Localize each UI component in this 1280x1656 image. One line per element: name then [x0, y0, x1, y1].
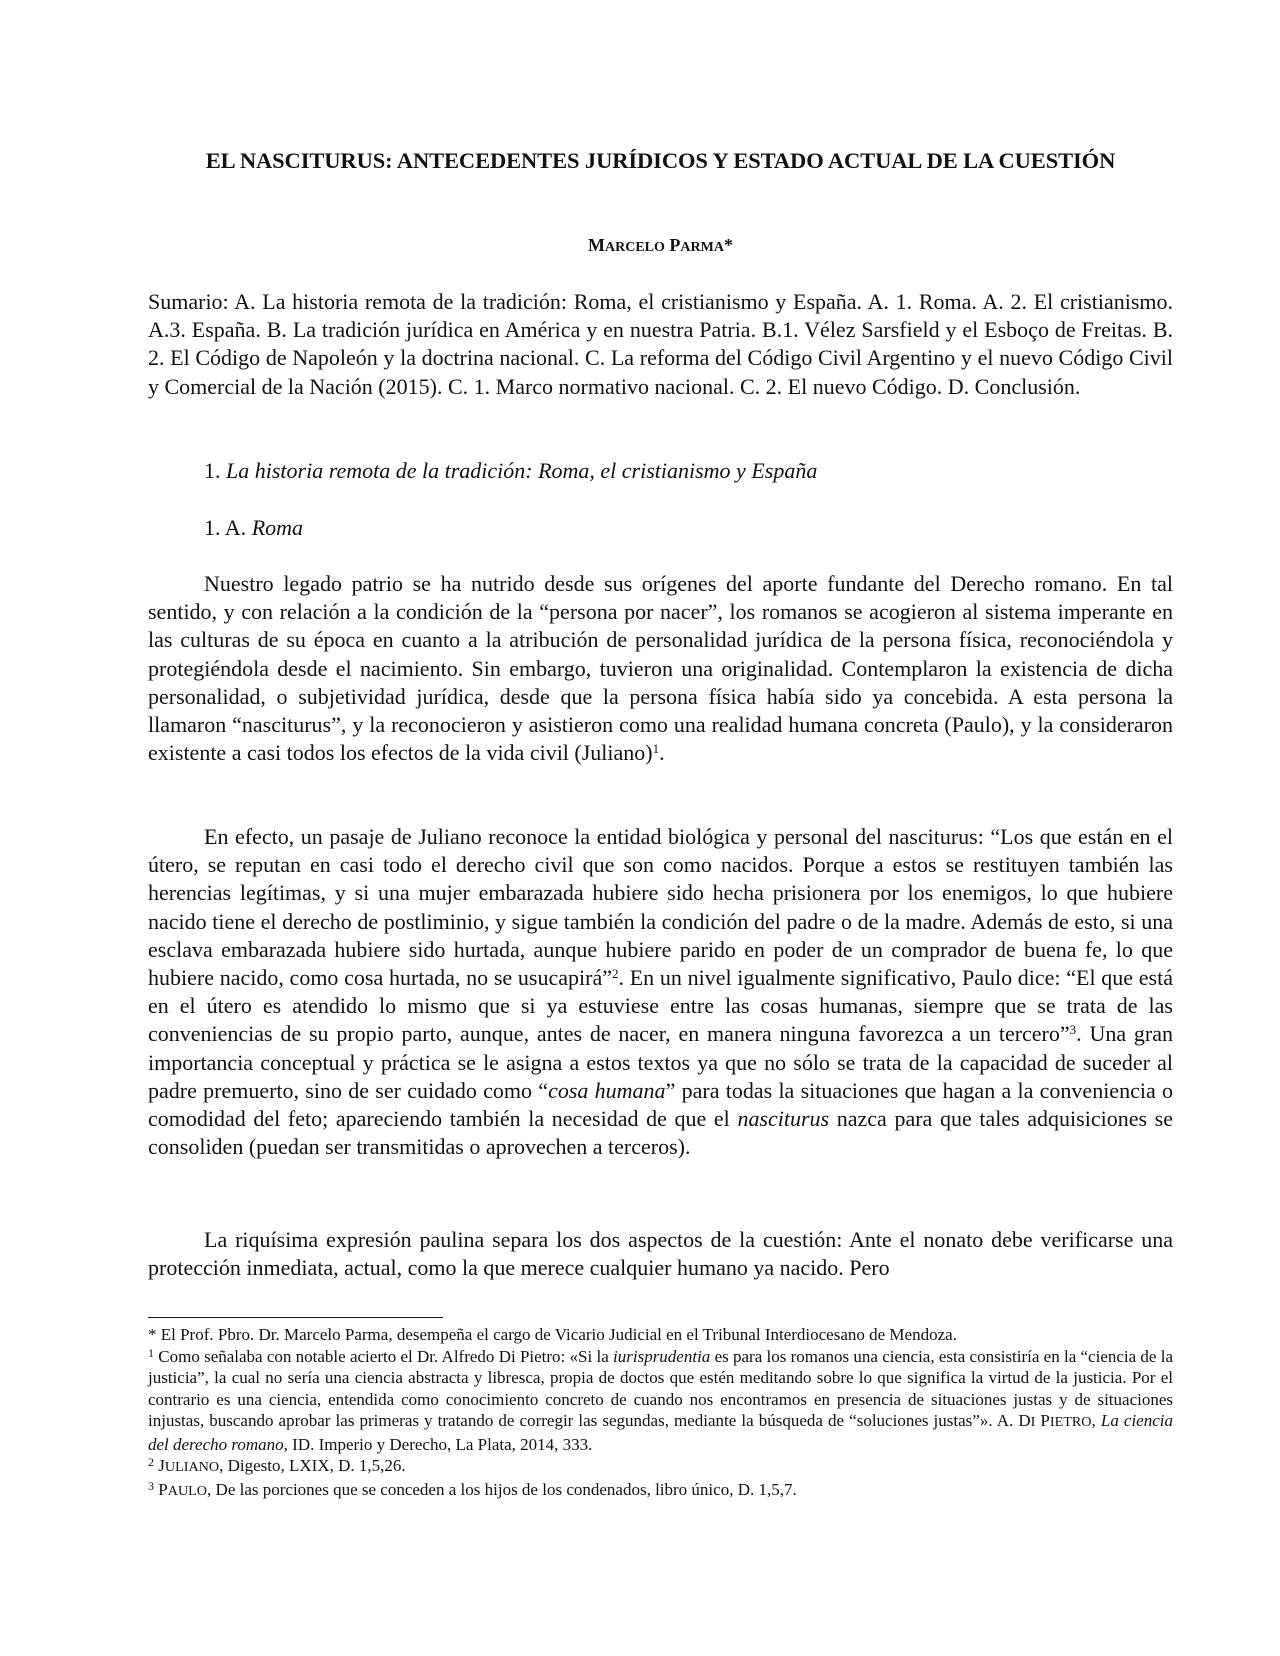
footnote-separator	[148, 1317, 443, 1318]
footnotes	[148, 1324, 1173, 1502]
paragraph-text: En efecto, un pasaje de Juliano reconoce la entidad biológica y personal del nasciturus: “Los que están en el útero, se reputan en casi todo el derecho civil que son como nacidos. Porque a estos se restituyen también las herencias legítimas, y si una mujer embarazada hubiere sido hecha prisionera por los enemigos, lo que hubiere nacido tiene el derecho de postliminio, y sigue también la condición del padre o de la madre. Además de esto, si una esclava embarazada hubiere sido hurtada, aunque hubiere parido en poder de un comprador de buena fe, lo que hubiere nacido, como cosa hurtada, no se usucapirá”	[148, 824, 1173, 991]
italic-term: nasciturus	[737, 1106, 830, 1132]
italic-term: iurisprudentia	[613, 1346, 711, 1366]
author-footnote-marker: *	[723, 235, 733, 255]
body-paragraph-1	[148, 570, 1173, 767]
paragraph-text: . En un nivel igualmente significativo, Paulo dice: “El que está en el útero es atendido lo mismo que si ya estuviese entre las cosas humanas, siempre que se trata de las conveniencias de su propio parto, aunque, antes de nacer, en manera ninguna favorezca a un tercero”	[148, 965, 1173, 1047]
small-caps: I	[1030, 1414, 1036, 1430]
footnote-star: * El Prof. Pbro. Dr. Marcelo Parma, desempeña el cargo de Vicario Judicial en el Tribunal Interdiocesano de Mendoza.	[148, 1325, 957, 1344]
footnote-1	[148, 1346, 1173, 1456]
section-title: La historia remota de la tradición: Roma, el cristianismo y España	[226, 458, 818, 483]
footnote-text: , Digesto, LXIX, D. 1,5,26.	[219, 1456, 406, 1475]
section-heading	[204, 458, 817, 484]
author-last-initial: P	[669, 235, 681, 255]
footnote-text: Como señalaba con notable acierto el Dr. Alfredo Di Pietro: «Si la	[154, 1346, 614, 1366]
author-first-rest: ARCELO	[605, 240, 665, 255]
author-name	[148, 235, 1173, 256]
author-last-rest: ARMA	[680, 240, 724, 255]
body-paragraph-3: La riquísima expresión paulina separa los dos aspectos de la cuestión: Ante el nonato debe verificarse una protección inmediata, actual, como la que merece cualquier humano ya nacido. Pero	[148, 1227, 1173, 1281]
footnote-2	[148, 1455, 1173, 1479]
paragraph-text: . Una gran importancia conceptual y práctica se le asigna a estos textos ya que no sólo se trata de la capacidad de suceder al padre premuerto, sino de ser cuidado como “	[148, 1021, 1173, 1103]
footnote-text: es para los romanos una ciencia, esta consistiría en la “ciencia de la justicia”, la cual no sería una ciencia abstracta y libresca, propia de doctos que estén meditando sobre lo que significa la virtud de la justicia. Por el contrario es una ciencia, entendida como conocimiento concreto de cuando nos encontramos en presencia de situaciones justas y de situaciones injustas, buscando aprobar las primeras y tratando de corregir las segundas, mediante la búsqueda de “soluciones justas”». A. D	[148, 1346, 1174, 1430]
summary-paragraph: Sumario: A. La historia remota de la tradición: Roma, el cristianismo y España. A. 1. Roma. A. 2. El cristianismo. A.3. España. B. La tradición jurídica en América y en nuestra Patria. B.1. Vélez Sarsfield y el Esboço de Freitas. B. 2. El Código de Napoleón y la doctrina nacional. C. La reforma del Código Civil Argentino y el nuevo Código Civil y Comercial de la Nación (2015). C. 1. Marco normativo nacional. C. 2. El nuevo Código. D. Conclusión.	[148, 289, 1173, 399]
small-caps: IETRO	[1049, 1414, 1092, 1430]
footnote-number: 1	[148, 1345, 154, 1360]
footnote-ref-3[interactable]: 3	[1069, 1022, 1077, 1038]
subsection-heading	[204, 515, 303, 541]
footnote-text: , De las porciones que se conceden a los hijos de los condenados, libro único, D. 1,5,7.	[207, 1479, 797, 1499]
author-first-initial: M	[588, 235, 606, 255]
footnote-ref-2[interactable]: 2	[611, 966, 619, 982]
small-caps: ULIANO	[164, 1459, 220, 1475]
paragraph-text: Nuestro legado patrio se ha nutrido desde sus orígenes del aporte fundante del Derecho romano. En tal sentido, y con relación a la condición de la “persona por nacer”, los romanos se acogieron al sistema imperante en las culturas de su época en cuanto a la atribución de personalidad jurídica de la persona física, reconociéndola y protegiéndola desde el nacimiento. Sin embargo, tuvieron una originalidad. Contemplaron la existencia de dicha personalidad, o subjetividad jurídica, desde que la persona física había sido ya concebida. A esta persona la llamaron “nasciturus”, y la reconocieron y asistieron como una realidad humana concreta (Paulo), y la consideraron existente a casi todos los efectos de la vida civil (Juliano)	[148, 571, 1173, 766]
document-title: EL NASCITURUS: ANTECEDENTES JURÍDICOS Y ESTADO ACTUAL DE LA CUESTIÓN	[205, 148, 1116, 173]
footnote-text: P	[154, 1479, 168, 1499]
footnote-number: 3	[148, 1478, 154, 1493]
footnote-text: , ID. Imperio y Derecho, La Plata, 2014, 333.	[283, 1434, 593, 1454]
italic-term: cosa humana	[548, 1077, 666, 1103]
footnote-3	[148, 1479, 1173, 1503]
section-number: 1.	[204, 458, 226, 483]
subsection-number: 1. A.	[204, 515, 252, 540]
footnote-text: ,	[1091, 1411, 1101, 1430]
footnote-text: J	[154, 1456, 165, 1475]
paragraph-text: nazca para que tales adquisiciones se consoliden (puedan ser transmitidas o aprovechen a terceros).	[148, 1106, 1174, 1160]
italic-title: La ciencia del derecho romano	[148, 1411, 1173, 1454]
footnote-number: 2	[148, 1455, 154, 1469]
paragraph-end: .	[659, 740, 665, 766]
subsection-title: Roma	[251, 515, 304, 540]
body-paragraph-2	[148, 823, 1173, 1161]
footnote-text: P	[1035, 1411, 1050, 1430]
paragraph-text: ” para todas la situaciones que hagan a la conveniencia o comodidad del feto; apareciendo también la necesidad de que el	[148, 1077, 1173, 1132]
small-caps: AULO	[167, 1482, 208, 1499]
footnote-ref-1[interactable]: 1	[652, 741, 660, 757]
